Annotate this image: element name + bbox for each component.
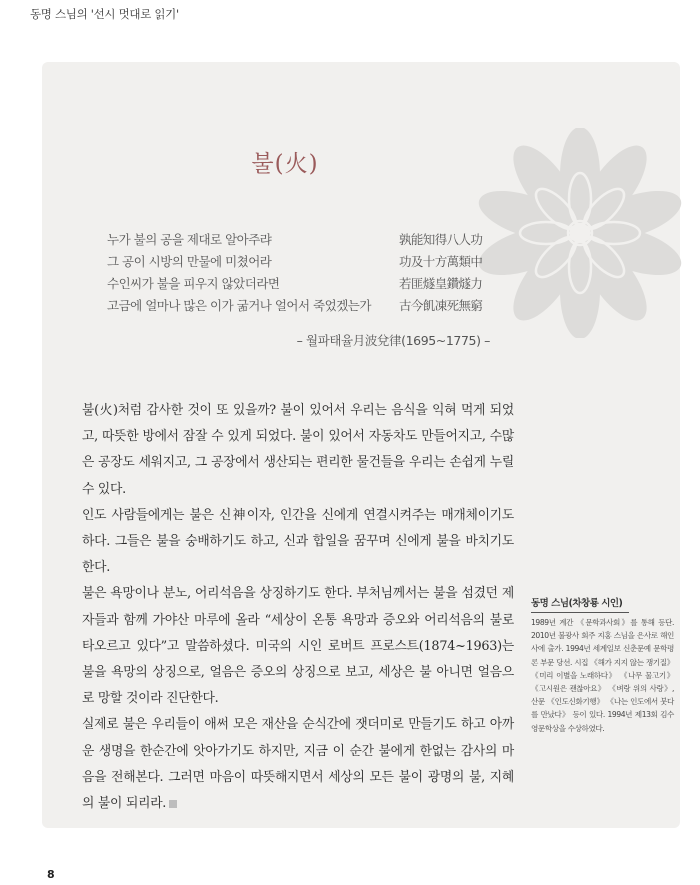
page-number: 8 xyxy=(47,868,55,881)
poem-line xyxy=(107,230,507,252)
running-head: 동명 스님의 '선시 멋대로 읽기' xyxy=(30,7,179,21)
poem-line-chinese: 古今飢凍死無窮 xyxy=(399,298,483,313)
poem-line-korean: 누가 불의 공을 제대로 알아주랴 xyxy=(107,232,272,247)
poem-line-korean: 고금에 얼마나 많은 이가 굶거나 얼어서 죽었겠는가 xyxy=(107,298,371,313)
poem xyxy=(107,230,507,318)
essay-body xyxy=(82,398,514,817)
essay-paragraph: 인도 사람들에게는 불은 신神이자, 인간을 신에게 연결시켜주는 매개체이기도 하다. 그들은 불을 숭배하기도 하고, 신과 합일을 꿈꾸며 신에게 불을 바치기도 한다. xyxy=(82,507,514,576)
poem-line-chinese: 功及十方萬類中 xyxy=(399,254,483,269)
essay-paragraph-last xyxy=(82,712,514,817)
essay-paragraph: 불은 욕망이나 분노, 어리석음을 상징하기도 한다. 부처님께서는 불을 섬겼던 제자들과 함께 가야산 마루에 올라 “세상이 온통 욕망과 증오와 어리석음의 불로 타오르고 있다”고 말씀하셨다. 미국의 시인 로버트 프로스트(1874~1963)는 불을 욕망의 상징으로, 얼음은 증오의 상징으로 보고, 세상은 불 아니면 얼음으로 망할 것이라 진단한다. xyxy=(82,586,514,707)
essay-paragraph-text: 실제로 불은 우리들이 애써 모은 재산을 순식간에 잿더미로 만들기도 하고 아까운 생명을 한순간에 앗아가기도 하지만, 지금 이 순간 불에게 한없는 감사의 마음을 전해본다. 그러면 마음이 따뜻해지면서 세상의 모든 불이 광명의 불, 지혜의 불이 되리라. xyxy=(82,717,514,812)
essay-paragraph: 불(火)처럼 감사한 것이 또 있을까? 불이 있어서 우리는 음식을 익혀 먹게 되었고, 따뜻한 방에서 잠잘 수 있게 되었다. 불이 있어서 자동차도 만들어지고, 수많은 공장도 세워지고, 그 공장에서 생산되는 편리한 물건들을 우리는 손쉽게 누릴 수 있다. xyxy=(82,403,514,497)
poem-title: 불(火) xyxy=(251,151,319,177)
poem-line-korean: 수인씨가 불을 피우지 않았더라면 xyxy=(107,276,280,291)
end-mark-icon xyxy=(169,800,177,808)
author-bio-title: 동명 스님(차창룡 시인) xyxy=(531,595,629,613)
author-bio xyxy=(531,595,674,735)
poem-line-chinese: 若匪燧皇鑽燧力 xyxy=(399,276,483,291)
poem-line xyxy=(107,252,507,274)
author-bio-text: 1989년 계간 《문학과사회》를 통해 등단. 2010년 불광사 회주 지홍 스님을 은사로 해인사에 출가. 1994년 세계일보 신춘문예 문학평론 부문 당선. 시집 《해가 지지 않는 쟁기질》 《미리 이별을 노래하다》 《나무 물고기》 《고시원은 괜찮아요》 《벼랑 위의 사랑》, 산문 《인도신화기행》 《나는 인도에서 붓다를 만났다》 등이 있다. 1994년 제13회 김수영문학상을 수상하였다. xyxy=(531,618,674,733)
poem-line-korean: 그 공이 시방의 만물에 미쳤어라 xyxy=(107,254,272,269)
poem-line xyxy=(107,274,507,296)
poem-attribution: – 월파태율月波兌律(1695~1775) – xyxy=(296,333,490,348)
poem-line xyxy=(107,296,507,318)
poem-line-chinese: 孰能知得八人功 xyxy=(399,232,483,247)
